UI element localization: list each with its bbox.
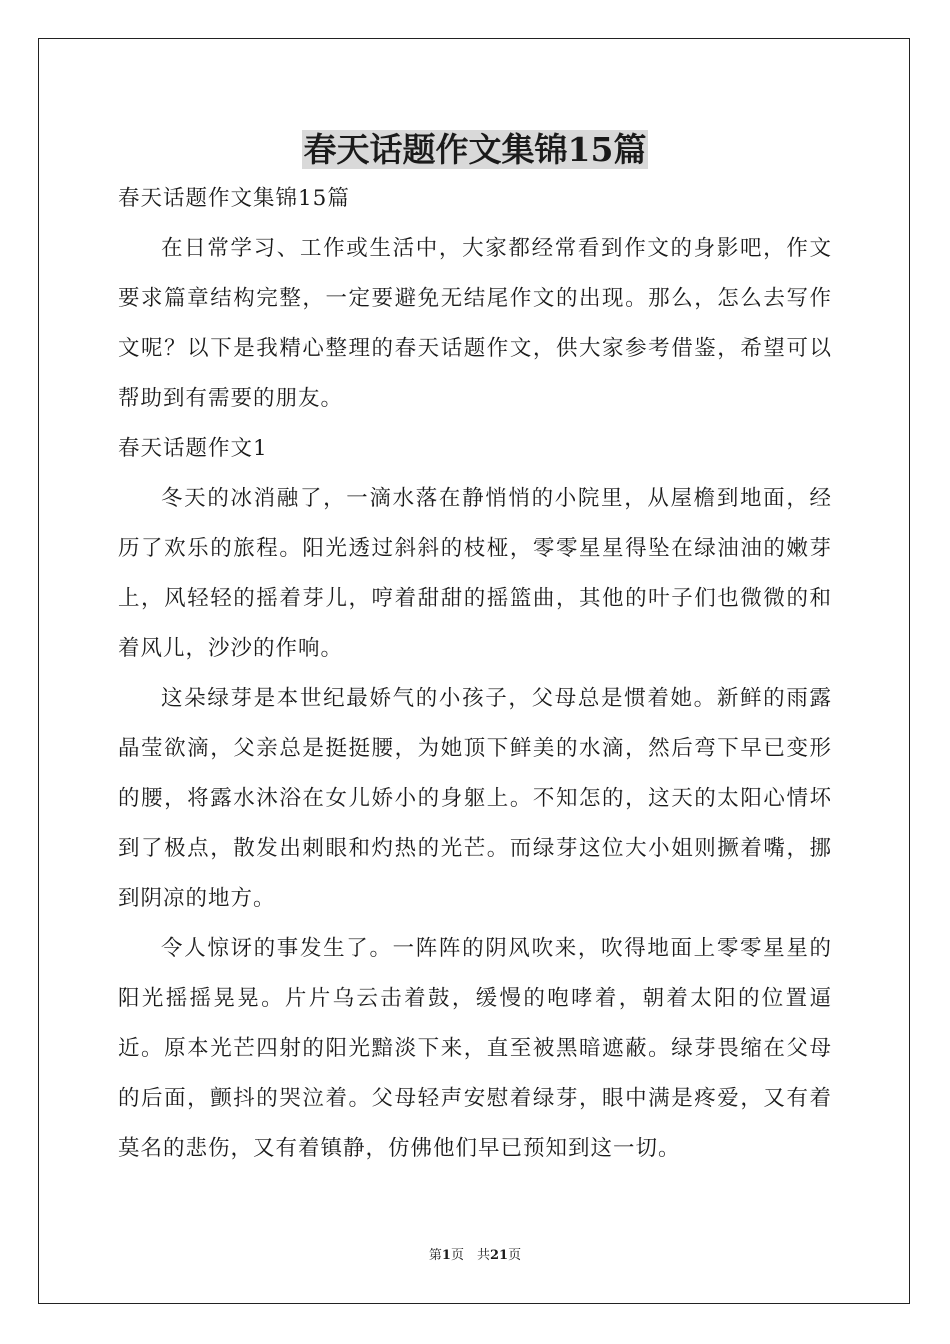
- current-page-number: 1: [441, 1248, 451, 1263]
- document-title-text: 春天话题作文集锦15篇: [303, 130, 647, 169]
- document-title: [0, 128, 950, 172]
- total-page-count: 21: [489, 1248, 509, 1263]
- section-heading: 春天话题作文1: [118, 436, 268, 461]
- document-body: [118, 174, 832, 1174]
- footer-prefix: 第: [428, 1248, 442, 1263]
- footer-middle: 页 共: [450, 1248, 490, 1263]
- paragraph: 春天话题作文集锦15篇: [118, 186, 350, 211]
- page-footer: [0, 1246, 950, 1266]
- paragraph: 这朵绿芽是本世纪最娇气的小孩子，父母总是惯着她。新鲜的雨露晶莹欲滴，父亲总是挺挺腰，为她顶下鲜美的水滴，然后弯下早已变形的腰，将露水沐浴在女儿娇小的身躯上。不知怎的，这天的太阳心情坏到了极点，散发出刺眼和灼热的光芒。而绿芽这位大小姐则撅着嘴，挪到阴凉的地方。: [118, 686, 832, 911]
- paragraph: 令人惊讶的事发生了。一阵阵的阴风吹来，吹得地面上零零星星的阳光摇摇晃晃。片片乌云击着鼓，缓慢的咆哮着，朝着太阳的位置逼近。原本光芒四射的阳光黯淡下来，直至被黑暗遮蔽。绿芽畏缩在父母的后面，颤抖的哭泣着。父母轻声安慰着绿芽，眼中满是疼爱，又有着莫名的悲伤，又有着镇静，仿佛他们早已预知到这一切。: [118, 936, 832, 1161]
- footer-suffix: 页: [508, 1248, 522, 1263]
- paragraph: 在日常学习、工作或生活中，大家都经常看到作文的身影吧，作文要求篇章结构完整，一定要避免无结尾作文的出现。那么，怎么去写作文呢？以下是我精心整理的春天话题作文，供大家参考借鉴，希望可以帮助到有需要的朋友。: [118, 236, 832, 411]
- paragraph: 冬天的冰消融了，一滴水落在静悄悄的小院里，从屋檐到地面，经历了欢乐的旅程。阳光透过斜斜的枝桠，零零星星得坠在绿油油的嫩芽上，风轻轻的摇着芽儿，哼着甜甜的摇篮曲，其他的叶子们也微微的和着风儿，沙沙的作响。: [118, 486, 832, 661]
